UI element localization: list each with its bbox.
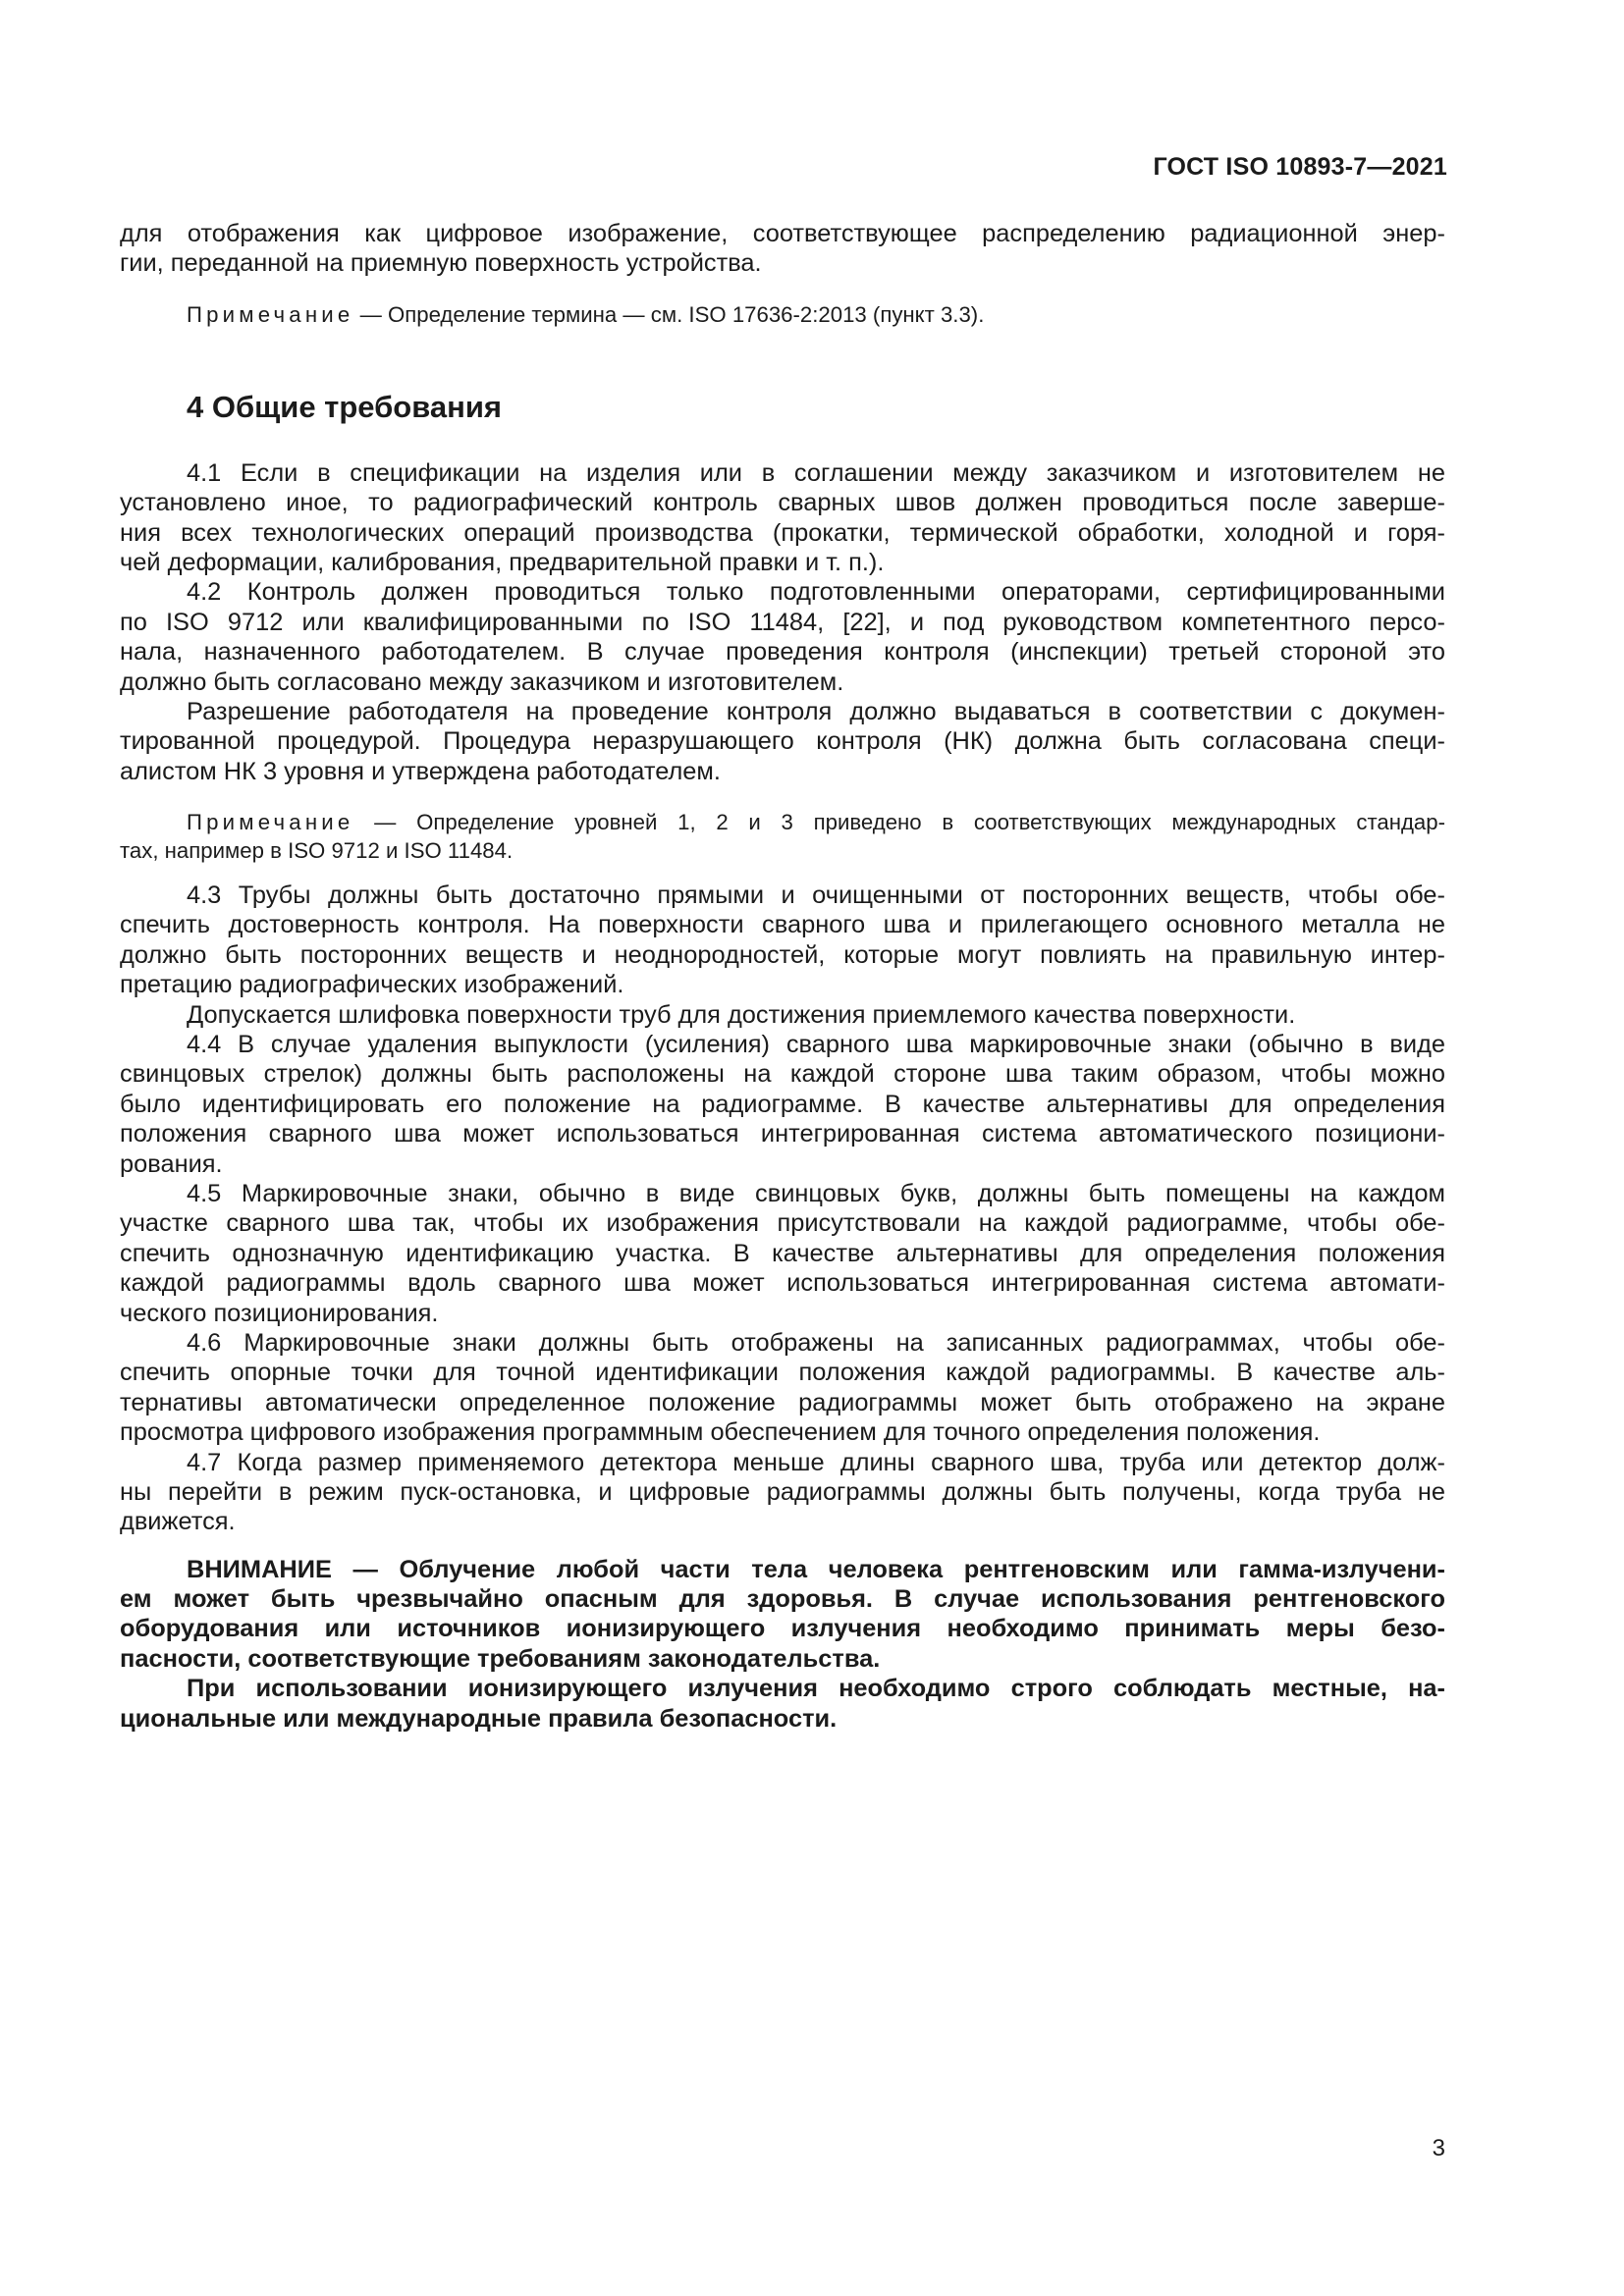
clause-4-4 <box>120 1030 1445 1179</box>
note-label: Примечание <box>187 810 354 835</box>
note-levels <box>120 808 1445 865</box>
clause-4-1 <box>120 458 1445 578</box>
text-line: должно быть согласовано между заказчиком и изготовителем. <box>120 667 844 696</box>
warning-line: При использовании ионизирующего излучения необходимо строго соблюдать местные, на- <box>187 1675 1445 1703</box>
text-line: ческого позиционирования. <box>120 1299 439 1327</box>
text-line: каждой радиограммы вдоль сварного шва может использоваться интегрированная система автомати- <box>120 1269 1445 1298</box>
warning-line: циональные или международные правила безопасности. <box>120 1704 838 1733</box>
text-line: ния всех технологических операций производства (прокатки, термической обработки, холодной и горя- <box>120 518 1445 547</box>
text-line: свинцовых стрелок) должны быть расположены на каждой стороне шва таким образом, чтобы можно <box>120 1060 1445 1089</box>
note-label: Примечание <box>187 301 354 327</box>
warning-line: ем может быть чрезвычайно опасным для здоровья. В случае использования рентгеновского <box>120 1585 1445 1614</box>
note-line: тах, например в ISO 9712 и ISO 11484. <box>120 838 514 864</box>
note-text: — Определение уровней 1, 2 и 3 приведено в соответствующих международных стандар- <box>353 810 1445 835</box>
text-line: 4.7 Когда размер применяемого детектора меньше длины сварного шва, труба или детектор долж- <box>187 1448 1445 1476</box>
note-term-definition <box>120 300 1445 329</box>
text-line: Допускается шлифовка поверхности труб для достижения приемлемого качества поверхности. <box>187 1000 1296 1029</box>
text-line: спечить достоверность контроля. На поверхности сварного шва и прилегающего основного металла не <box>120 911 1445 939</box>
warning-line: ВНИМАНИЕ — Облучение любой части тела человека рентгеновским или гамма-излучени- <box>187 1555 1445 1583</box>
text-line: спечить опорные точки для точной идентификации положения каждой радиограммы. В качестве аль- <box>120 1359 1445 1387</box>
page-content <box>120 219 1445 1734</box>
clause-4-7 <box>120 1448 1445 1537</box>
text-line: 4.6 Маркировочные знаки должны быть отображены на записанных радиограммах, чтобы обе- <box>187 1328 1445 1357</box>
text-line: 4.5 Маркировочные знаки, обычно в виде свинцовых букв, должны быть помещены на каждом <box>187 1179 1445 1207</box>
clause-4-5 <box>120 1179 1445 1328</box>
clause-4-2 <box>120 577 1445 697</box>
text-line: участке сварного шва так, чтобы их изображения присутствовали на каждой радиограмме, чтобы обе- <box>120 1209 1445 1238</box>
text-line: 4.3 Трубы должны быть достаточно прямыми и очищенными от посторонних веществ, чтобы обе- <box>187 881 1445 910</box>
text-line: нала, назначенного работодателем. В случае проведения контроля (инспекции) третьей стороной это <box>120 638 1445 667</box>
clause-4-2-employer <box>120 697 1445 786</box>
text-line: тированной процедурой. Процедура неразрушающего контроля (НК) должна быть согласована специ- <box>120 727 1445 756</box>
section-heading: 4 Общие требования <box>187 389 502 424</box>
text-line: гии, переданной на приемную поверхность устройства. <box>120 249 762 278</box>
clause-4-3 <box>120 881 1445 1000</box>
text-line: должно быть посторонних веществ и неоднородностей, которые могут повлиять на правильную интер- <box>120 940 1445 969</box>
text-line: для отображения как цифровое изображение, соответствующее распределению радиационной энер- <box>120 220 1445 247</box>
warning-line: оборудования или источников ионизирующего излучения необходимо принимать меры безо- <box>120 1615 1445 1643</box>
text-line: ны перейти в режим пуск-остановка, и цифровые радиограммы должны быть получены, когда труба не <box>120 1477 1445 1506</box>
note-line <box>120 808 1445 836</box>
text-line: 4.4 В случае удаления выпуклости (усиления) сварного шва маркировочные знаки (обычно в виде <box>187 1031 1445 1059</box>
text-line: просмотра цифрового изображения программным обеспечением для точного определения положения. <box>120 1418 1321 1447</box>
text-line: установлено иное, то радиографический контроль сварных швов должен проводиться после заверше- <box>120 489 1445 517</box>
text-line: рования. <box>120 1149 223 1178</box>
text-line: было идентифицировать его положение на радиограмме. В качестве альтернативы для определения <box>120 1090 1445 1118</box>
text-line: по ISO 9712 или квалифицированными по ISO 11484, [22], и под руководством компетентного персо- <box>120 608 1445 636</box>
clause-4-6 <box>120 1328 1445 1448</box>
note-text: — Определение термина — см. ISO 17636-2:2013 (пункт 3.3). <box>353 301 985 327</box>
text-line: движется. <box>120 1508 236 1536</box>
intro-paragraph <box>120 219 1445 279</box>
page-number: 3 <box>1432 2135 1445 2162</box>
warning-block-regulations <box>120 1674 1445 1734</box>
clause-4-3-grinding <box>120 1000 1445 1030</box>
note-line <box>120 300 1445 329</box>
text-line: чей деформации, калибрования, предварительной правки и т. п.). <box>120 548 885 576</box>
text-line: претацию радиографических изображений. <box>120 971 624 999</box>
document-code: ГОСТ ISO 10893-7—2021 <box>1153 153 1447 181</box>
warning-line: пасности, соответствующие требованиям законодательства. <box>120 1644 881 1673</box>
text-line: 4.2 Контроль должен проводиться только подготовленными операторами, сертифицированными <box>187 578 1445 607</box>
text-line: положения сварного шва может использоваться интегрированная система автоматического позициони- <box>120 1120 1445 1148</box>
text-line: спечить однозначную идентификацию участка. В качестве альтернативы для определения положения <box>120 1239 1445 1267</box>
text-line: 4.1 Если в спецификации на изделия или в соглашении между заказчиком и изготовителем не <box>187 458 1445 487</box>
text-line: Разрешение работодателя на проведение контроля должно выдаваться в соответствии с докумен- <box>187 697 1445 725</box>
text-line: алистом НК 3 уровня и утверждена работодателем. <box>120 757 721 785</box>
warning-block <box>120 1555 1445 1675</box>
text-line: тернативы автоматически определенное положение радиограммы может быть отображено на экране <box>120 1388 1445 1416</box>
